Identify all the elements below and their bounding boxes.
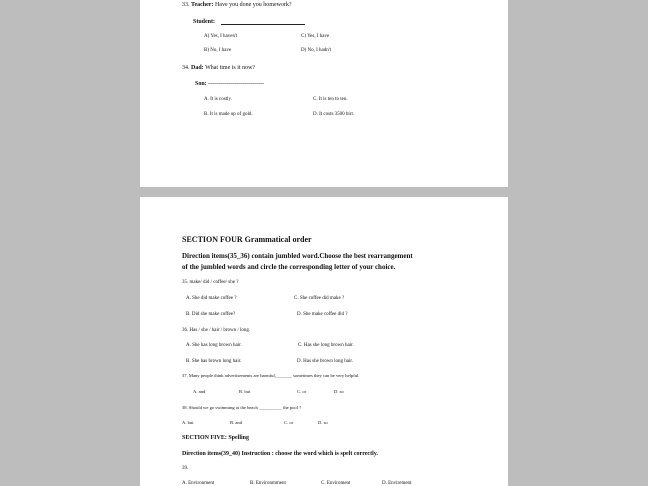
q36-option-d: D. Has she brown long hair. bbox=[297, 359, 353, 364]
question-36: 36. Has / she / hair / brown / long. bbox=[182, 328, 251, 333]
q36-option-a: A. She has long brown hair. bbox=[186, 343, 242, 348]
direction-spelling: Direction items(39_40) Instruction : choose the word which is spelt correctly. bbox=[182, 451, 378, 457]
q35-option-b: B. Did she make coffee? bbox=[186, 312, 236, 317]
q34-option-a: A. It is costly. bbox=[204, 97, 232, 102]
q33-option-c: C) Yes, I have bbox=[301, 34, 330, 39]
q39-option-a: A. Environment bbox=[182, 481, 215, 486]
section-five-title: SECTION FIVE: Spelling bbox=[182, 435, 250, 441]
q38-option-a: A. but bbox=[182, 420, 194, 425]
answer-blank-line bbox=[221, 24, 305, 25]
q33-option-b: B) No, I have bbox=[204, 48, 232, 53]
q37-option-b: B. but bbox=[239, 389, 251, 394]
question-35: 35. make/ did / coffee/ she ? bbox=[182, 280, 239, 285]
question-38: 38. Should we go swimming at the beach __________ the pool ? bbox=[182, 405, 302, 410]
q38-option-b: B. and bbox=[230, 420, 242, 425]
son-label: Son: ---------------------------- bbox=[195, 81, 265, 87]
document-page-1 bbox=[140, 0, 508, 187]
q33-option-a: A) Yes, I haven't bbox=[204, 34, 238, 39]
q38-option-d: D. so bbox=[318, 420, 328, 425]
q39-option-c: C. Enviroment bbox=[321, 481, 351, 486]
q35-option-d: D. She make coffee did ? bbox=[297, 312, 348, 317]
question-37: 37. Many people think advertisements are harmful,_______ sometimes they can be very helpful. bbox=[182, 373, 360, 378]
q35-option-a: A. She did make coffee ? bbox=[186, 296, 237, 301]
direction-line-1: Direction items(35_36) contain jumbled word.Choose the best rearrangement bbox=[182, 252, 413, 260]
question-39: 39. bbox=[182, 466, 189, 471]
q39-option-b: B. Environmment bbox=[250, 481, 286, 486]
q39-option-d: D. Envirement bbox=[382, 481, 412, 486]
q34-option-c: C. It is ten to ten. bbox=[313, 97, 348, 102]
document-page-2 bbox=[140, 197, 508, 486]
q33-option-d: D) No, I hadn't bbox=[301, 48, 332, 53]
q35-option-c: C. She coffee did make ? bbox=[294, 296, 345, 301]
q34-option-b: B. It is made up of gold. bbox=[204, 112, 253, 117]
section-four-title: SECTION FOUR Grammatical order bbox=[182, 235, 312, 244]
question-34: 34. Dad: What time is it now? bbox=[182, 65, 256, 71]
question-33: 33. Teacher: Have you done you homework? bbox=[182, 2, 292, 8]
q36-option-c: C. Has she long brown hair. bbox=[298, 343, 354, 348]
q34-option-d: D. It costs 3500 birr. bbox=[313, 112, 355, 117]
direction-line-2: of the jumbled words and circle the corresponding letter of your choice. bbox=[182, 263, 396, 271]
student-label: Student: bbox=[193, 19, 216, 25]
q37-option-c: C. or bbox=[297, 389, 307, 394]
q37-option-a: A. and bbox=[193, 389, 206, 394]
q37-option-d: D. so bbox=[334, 389, 344, 394]
q38-option-c: C. or bbox=[284, 420, 294, 425]
q36-option-b: B. She has brown long hair. bbox=[186, 359, 242, 364]
